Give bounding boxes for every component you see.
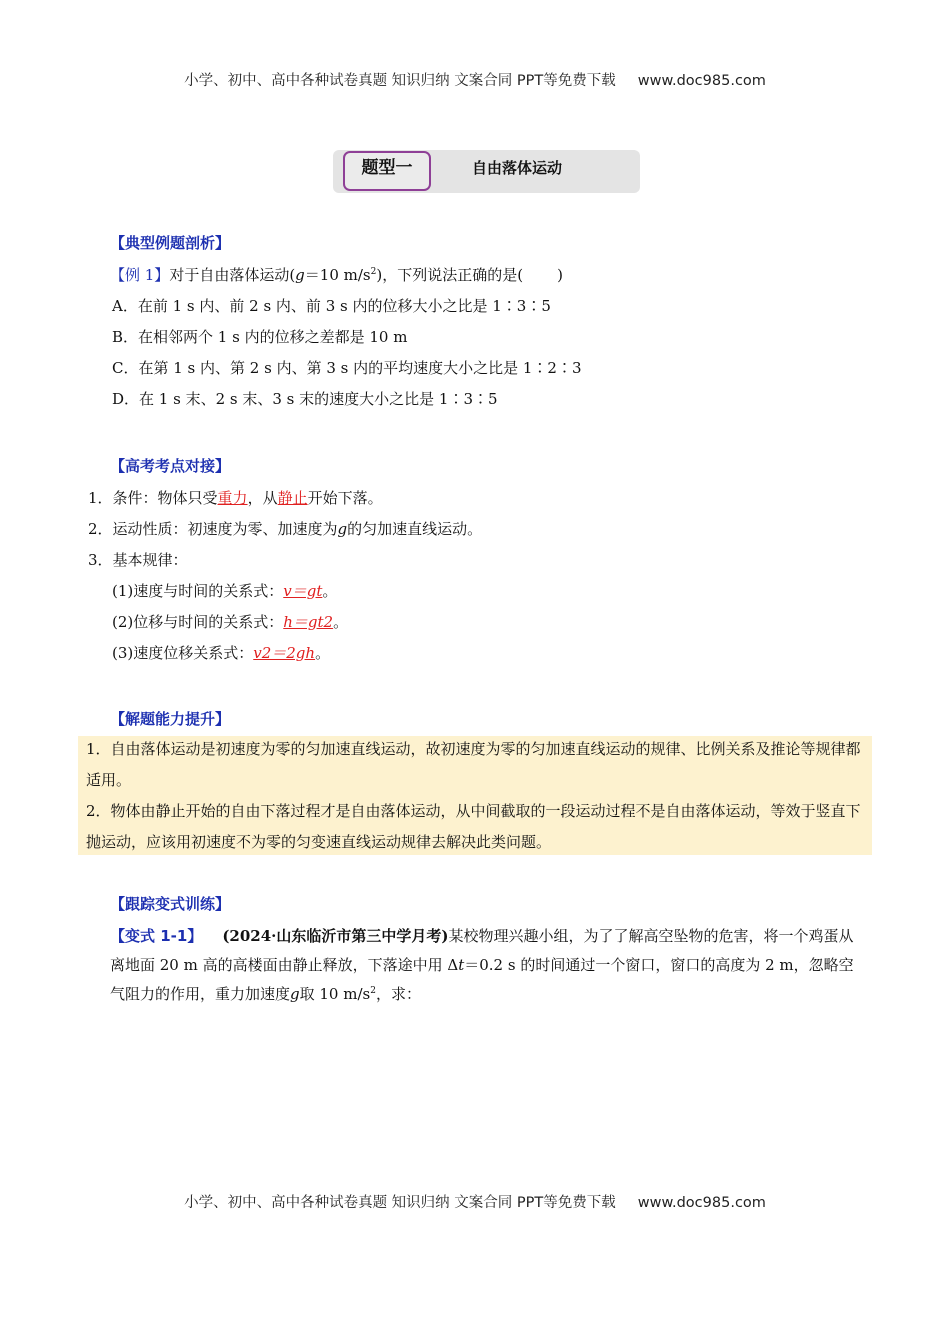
- section-heading-skills: 【解题能力提升】: [110, 710, 231, 728]
- topic-tag: 题型一: [343, 151, 431, 191]
- point-1: 1．条件：物体只受重力，从静止开始下落。: [88, 489, 383, 507]
- formula-velocity: (1)速度与时间的关系式：v＝gt。: [112, 582, 338, 600]
- formula-displacement: (2)位移与时间的关系式：h＝gt2。: [112, 613, 349, 631]
- footer-url[interactable]: www.doc985.com: [637, 1195, 766, 1211]
- practice-question: 【变式 1-1】 (2024·山东临沂市第三中学月考)某校物理兴趣小组，为了了解高空坠物的危害，将一个鸡蛋从离地面 20 m 高的高楼面由静止释放，下落途中用 Δt＝0.2 s 的时间通过一个窗口，窗口的高度为 2 m，忽略空气阻力的作用，重力加速度g取 10 $m/s^2$，求：: [110, 927, 854, 1003]
- answer-formula-velocity-displacement: v2＝2gh: [253, 644, 316, 662]
- page-footer: [0, 1191, 950, 1212]
- point-2: 2．运动性质：初速度为零、加速度为g的匀加速直线运动。: [88, 520, 483, 538]
- tip-2: 2．物体由静止开始的自由下落过程才是自由落体运动，从中间截取的一段运动过程不是自由落体运动，等效于竖直下抛运动，应该用初速度不为零的匀变速直线运动规律去解决此类问题。: [86, 802, 861, 851]
- answer-formula-displacement: h＝gt2: [283, 613, 334, 631]
- option-c: C．在第 1 s 内、第 2 s 内、第 3 s 内的平均速度大小之比是 1∶2∶3: [112, 359, 582, 377]
- practice-label: 【变式 1-1】: [110, 927, 203, 945]
- footer-text: 小学、初中、高中各种试卷真题 知识归纳 文案合同 PPT等免费下载: [184, 1195, 616, 1211]
- header-text: 小学、初中、高中各种试卷真题 知识归纳 文案合同 PPT等免费下载: [184, 73, 616, 89]
- header-url[interactable]: www.doc985.com: [637, 73, 766, 89]
- practice-source: (2024·山东临沂市第三中学月考): [222, 927, 449, 945]
- option-a: A．在前 1 s 内、前 2 s 内、前 3 s 内的位移大小之比是 1∶3∶5: [112, 297, 551, 315]
- example-label: 【例 1】: [110, 266, 170, 284]
- point-3: 3．基本规律：: [88, 551, 188, 569]
- topic-title: 自由落体运动: [472, 159, 563, 177]
- answer-formula-velocity: v＝gt: [283, 582, 323, 600]
- example-question: 【例 1】对于自由落体运动(g＝10 $m/s^2$)，下列说法正确的是( ): [110, 266, 563, 284]
- answer-gravity: 重力: [217, 489, 248, 507]
- answer-rest: 静止: [277, 489, 308, 507]
- page-header: [0, 69, 950, 90]
- topic-banner: [333, 150, 640, 193]
- tip-1: 1．自由落体运动是初速度为零的匀加速直线运动，故初速度为零的匀加速直线运动的规律、比例关系及推论等规律都适用。: [86, 740, 861, 789]
- section-heading-exam-points: 【高考考点对接】: [110, 457, 231, 475]
- option-d: D．在 1 s 末、2 s 末、3 s 末的速度大小之比是 1∶3∶5: [112, 390, 498, 408]
- section-heading-examples: 【典型例题剖析】: [110, 234, 231, 252]
- formula-velocity-displacement: (3)速度位移关系式：v2＝2gh。: [112, 644, 331, 662]
- option-b: B．在相邻两个 1 s 内的位移之差都是 10 m: [112, 328, 408, 346]
- section-heading-practice: 【跟踪变式训练】: [110, 895, 231, 913]
